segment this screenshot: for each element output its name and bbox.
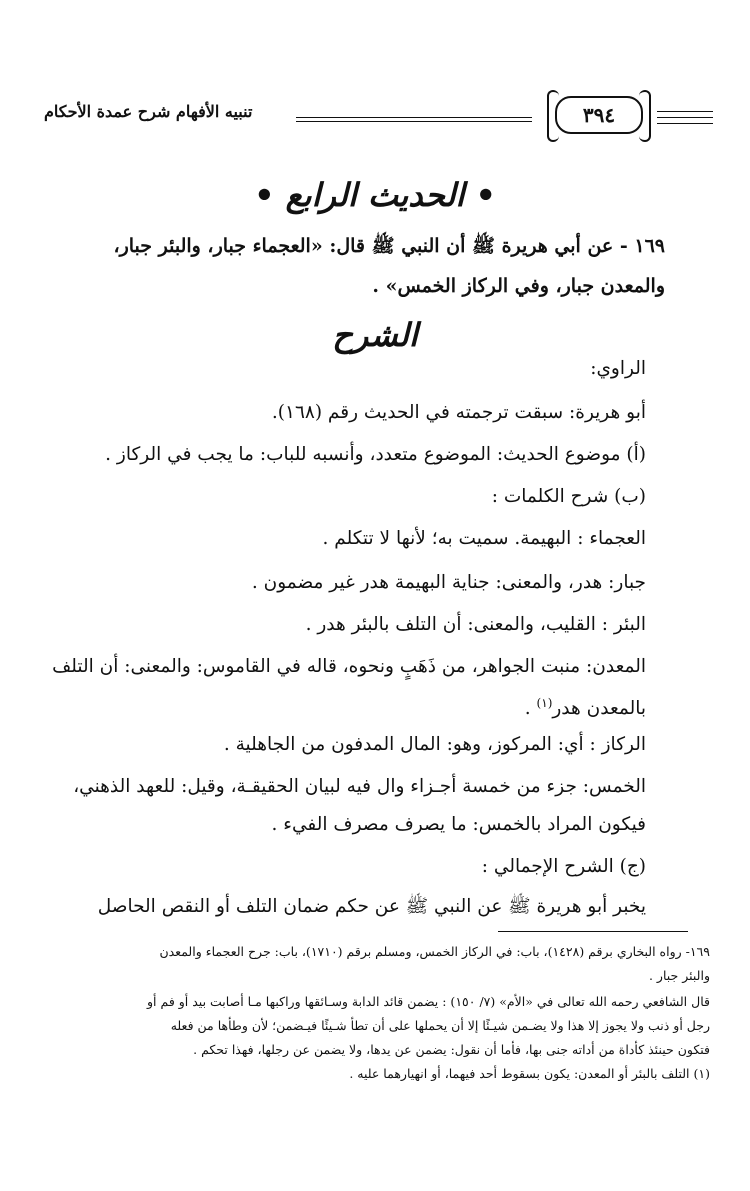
body-line: المعدن: منبت الجواهر، من ذَهَبٍ ونحوه، قاله في القاموس: والمعنى: أن التلف bbox=[52, 656, 646, 677]
body-line: جبار: هدر، والمعنى: جناية البهيمة هدر غير مضمون . bbox=[251, 572, 646, 593]
body-line: الراوي: bbox=[590, 358, 646, 379]
body-line: الركاز : أي: المركوز، وهو: المال المدفون من الجاهلية . bbox=[223, 734, 646, 755]
body-line: (ج) الشرح الإجمالي : bbox=[481, 856, 646, 877]
footnote-line: والبئر جبار . bbox=[648, 968, 710, 983]
body-line: أبو هريرة: سبقت ترجمته في الحديث رقم (١٦٨). bbox=[271, 402, 646, 423]
footnotes bbox=[50, 0, 710, 1150]
line-end: . bbox=[524, 698, 537, 720]
body-line: الخمس: جزء من خمسة أجـزاء وال فيه لبيان الحقيقـة، وقيل: للعهد الذهني، bbox=[73, 776, 646, 797]
hadith-title: • الحديث الرابع • bbox=[254, 176, 496, 214]
hadith-line-2: والمعدن جبار، وفي الركاز الخمس» . bbox=[372, 275, 665, 297]
body-text: بالمعدن هدر bbox=[552, 698, 646, 720]
body-line: (أ) موضوع الحديث: الموضوع متعدد، وأنسبه للباب: ما يجب في الركاز . bbox=[105, 444, 646, 465]
footnote-line: ١٦٩- رواه البخاري برقم (١٤٢٨)، باب: في الركاز الخمس، ومسلم برقم (١٧١٠)، باب: جرح العجماء والمعدن bbox=[159, 944, 710, 959]
page-number: ٣٩٤ bbox=[555, 96, 643, 134]
body-line: العجماء : البهيمة. سميت به؛ لأنها لا تتكلم . bbox=[322, 528, 646, 549]
sharh-title: الشرح bbox=[332, 316, 418, 354]
body-line: يخبر أبو هريرة ﷺ عن النبي ﷺ عن حكم ضمان التلف أو النقص الحاصل bbox=[97, 896, 646, 917]
hadith-line-1: ١٦٩ - عن أبي هريرة ﷺ أن النبي ﷺ قال: «العجماء جبار، والبئر جبار، bbox=[113, 235, 665, 257]
body-line: (ب) شرح الكلمات : bbox=[491, 486, 646, 507]
footnote-line: فتكون حينئذ كأداة من أداته جنى بها، فأما أن نقول: يضمن عن يدها، ولا يضمن عن رجلها، فهذا تحكم . bbox=[193, 1042, 710, 1057]
book-title: تنبيه الأفهام شرح عمدة الأحكام bbox=[44, 102, 253, 121]
footnote-line: قال الشافعي رحمه الله تعالى في «الأم» (٧/ ١٥٠) : يضمن قائد الدابة وسـائقها وراكبها مـا أصابت بيد أو فم أو bbox=[147, 994, 710, 1009]
footnote-line: رجل أو ذنب ولا يجوز إلا هذا ولا يضـمن شيـئًا إلا أن يحملها على أن تطأ شـيئًا فيـضمن؛ لأن وطأها من فعله bbox=[170, 1018, 710, 1033]
body-line: فيكون المراد بالخمس: ما يصرف مصرف الفيء . bbox=[271, 814, 646, 835]
body-line: البئر : القليب، والمعنى: أن التلف بالبئر هدر . bbox=[305, 614, 646, 635]
footnote-line: (١) التلف بالبئر أو المعدن: يكون بسقوط أحد فيهما، أو انهيارهما عليه . bbox=[349, 1066, 710, 1081]
footnote-marker: (١) bbox=[536, 696, 553, 710]
